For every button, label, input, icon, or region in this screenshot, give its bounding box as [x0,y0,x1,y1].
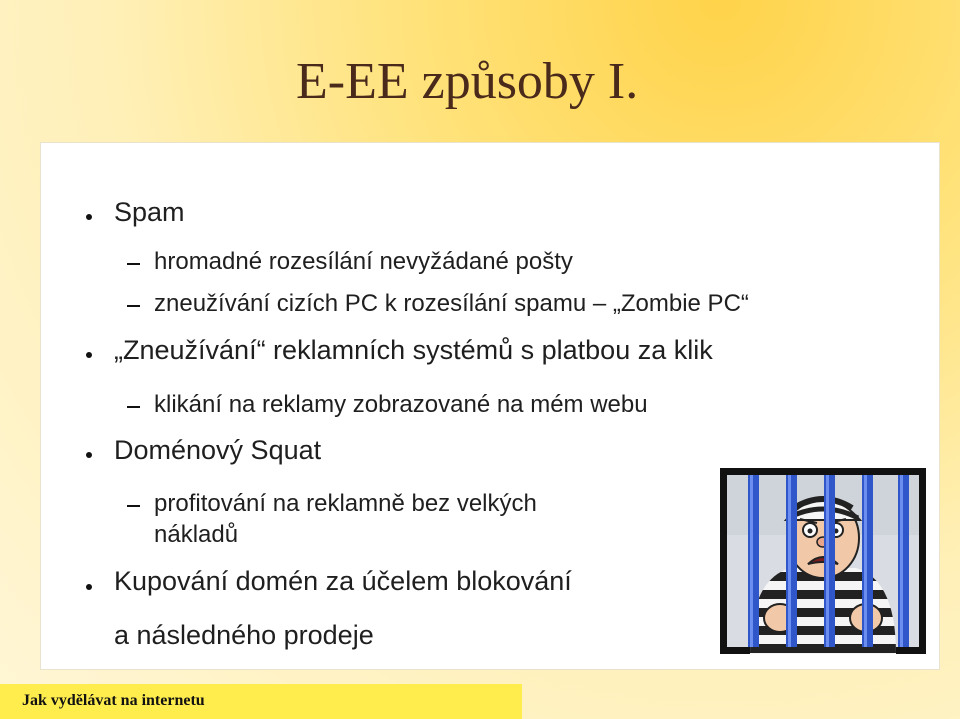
bullet-dot [86,452,92,458]
prisoner-behind-bars-icon [720,468,926,654]
bullet-zombie-pc: zneužívání cizích PC k rozesílání spamu – „Zombie PC“ [154,290,749,317]
bullet-mass-mailing: hromadné rozesílání nevyžádané pošty [154,248,573,275]
footer-text: Jak vydělávat na internetu [22,692,205,709]
footer-bar [0,684,522,719]
bullet-dash [127,406,140,408]
bullet-resale: a následného prodeje [114,620,374,650]
bullet-dash [127,505,140,507]
bullet-click-fraud: „Zneužívání“ reklamních systémů s platbou za klik [114,335,713,365]
bullet-clicking-ads: klikání na reklamy zobrazované na mém webu [154,391,648,418]
bullet-profiting: profitování na reklamně bez velkých [154,490,537,517]
bullet-dot [86,352,92,358]
bullet-dash [127,263,140,265]
bullet-domain-squat: Doménový Squat [114,435,322,465]
bullet-profiting-cont: nákladů [154,521,239,548]
bullet-dot [86,584,92,590]
bullet-dot [86,214,92,220]
bullet-buying-domains: Kupování domén za účelem blokování [114,566,572,596]
bullet-dash [127,305,140,307]
slide-title: E-EE způsoby I. [296,53,639,110]
bullet-spam: Spam [114,197,185,227]
